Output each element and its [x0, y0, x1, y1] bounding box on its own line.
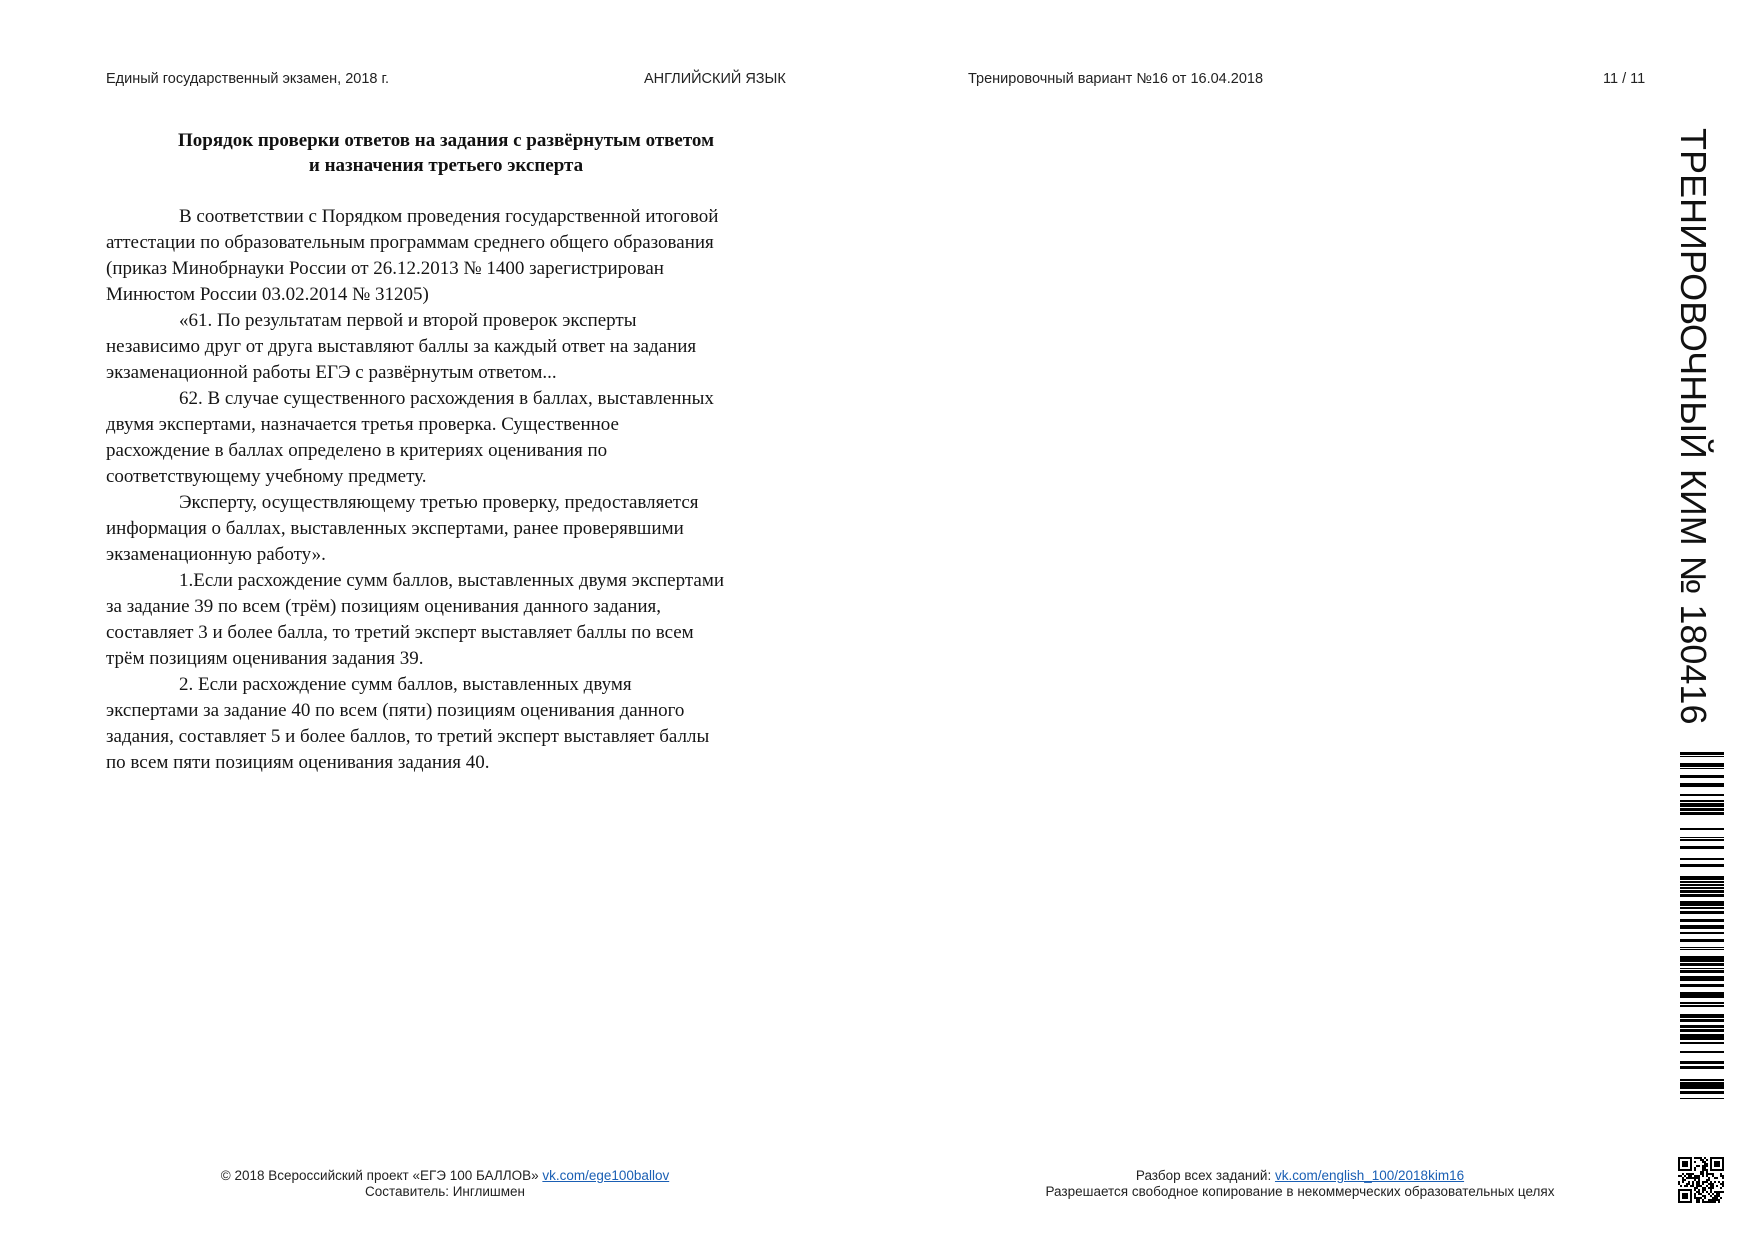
body-line: экспертами за задание 40 по всем (пяти) позициям оценивания данного: [106, 700, 685, 721]
header-exam-name: Единый государственный экзамен, 2018 г.: [106, 71, 390, 87]
body-line: 62. В случае существенного расхождения в баллах, выставленных: [179, 388, 714, 409]
body-line: В соответствии с Порядком проведения государственной итоговой: [179, 206, 719, 227]
qr-code-icon: [1678, 1157, 1724, 1203]
body-line: 2. Если расхождение сумм баллов, выставленных двумя: [179, 674, 632, 695]
body-line: Эксперту, осуществляющему третью проверку, предоставляется: [179, 492, 699, 513]
barcode-icon: [1680, 752, 1724, 1100]
footer-copyright: © 2018 Всероссийский проект «ЕГЭ 100 БАЛЛОВ»: [220, 1168, 539, 1183]
footer-right: [1010, 1168, 1590, 1200]
footer-copy-permission: Разрешается свободное копирование в некоммерческих образовательных целях: [1045, 1184, 1555, 1199]
footer-analysis-link[interactable]: vk.com/english_100/2018kim16: [1274, 1168, 1465, 1183]
footer-vk-link[interactable]: vk.com/ege100ballov: [542, 1168, 670, 1183]
body-line: за задание 39 по всем (трём) позициям оценивания данного задания,: [106, 596, 662, 617]
body-line: информация о баллах, выставленных экспертами, ранее проверявшими: [106, 518, 684, 539]
vertical-kim-title: ТРЕНИРОВОЧНЫЙ КИМ № 180416: [1673, 128, 1714, 725]
title-line-2: и назначения третьего эксперта: [308, 155, 584, 176]
body-line: 1.Если расхождение сумм баллов, выставленных двумя экспертами: [179, 570, 725, 591]
body-line: «61. По результатам первой и второй проверок эксперты: [179, 310, 637, 331]
footer-analysis-label: Разбор всех заданий:: [1135, 1168, 1272, 1183]
body-line: по всем пяти позициям оценивания задания 40.: [106, 752, 490, 773]
body-text: [106, 204, 796, 776]
body-line: аттестации по образовательным программам среднего общего образования: [106, 232, 714, 253]
body-line: двумя экспертами, назначается третья проверка. Существенное: [106, 414, 619, 435]
body-line: составляет 3 и более балла, то третий эксперт выставляет баллы по всем: [106, 622, 694, 643]
footer-analysis-line: [1010, 1168, 1590, 1184]
body-line: трём позициям оценивания задания 39.: [106, 648, 424, 669]
footer-left: [190, 1168, 700, 1200]
footer-author: Составитель: Инглишмен: [364, 1184, 526, 1199]
body-line: расхождение в баллах определено в критериях оценивания по: [106, 440, 608, 461]
header-subject: АНГЛИЙСКИЙ ЯЗЫК: [644, 71, 786, 87]
footer-copyright-line: [190, 1168, 700, 1184]
body-line: соответствующему учебному предмету.: [106, 466, 427, 487]
page-title: [106, 128, 786, 178]
body-line: Минюстом России 03.02.2014 № 31205): [106, 284, 429, 305]
body-line: экзаменационной работы ЕГЭ с развёрнутым ответом...: [106, 362, 557, 383]
body-line: задания, составляет 5 и более баллов, то третий эксперт выставляет баллы: [106, 726, 710, 747]
body-line: экзаменационную работу».: [106, 544, 326, 565]
body-line: (приказ Минобрнауки России от 26.12.2013 № 1400 зарегистрирован: [106, 258, 664, 279]
body-line: независимо друг от друга выставляют баллы за каждый ответ на задания: [106, 336, 697, 357]
header-variant: Тренировочный вариант №16 от 16.04.2018: [968, 71, 1264, 87]
header-page-number: 11 / 11: [1603, 71, 1646, 87]
title-line-1: Порядок проверки ответов на задания с развёрнутым ответом: [177, 130, 715, 151]
